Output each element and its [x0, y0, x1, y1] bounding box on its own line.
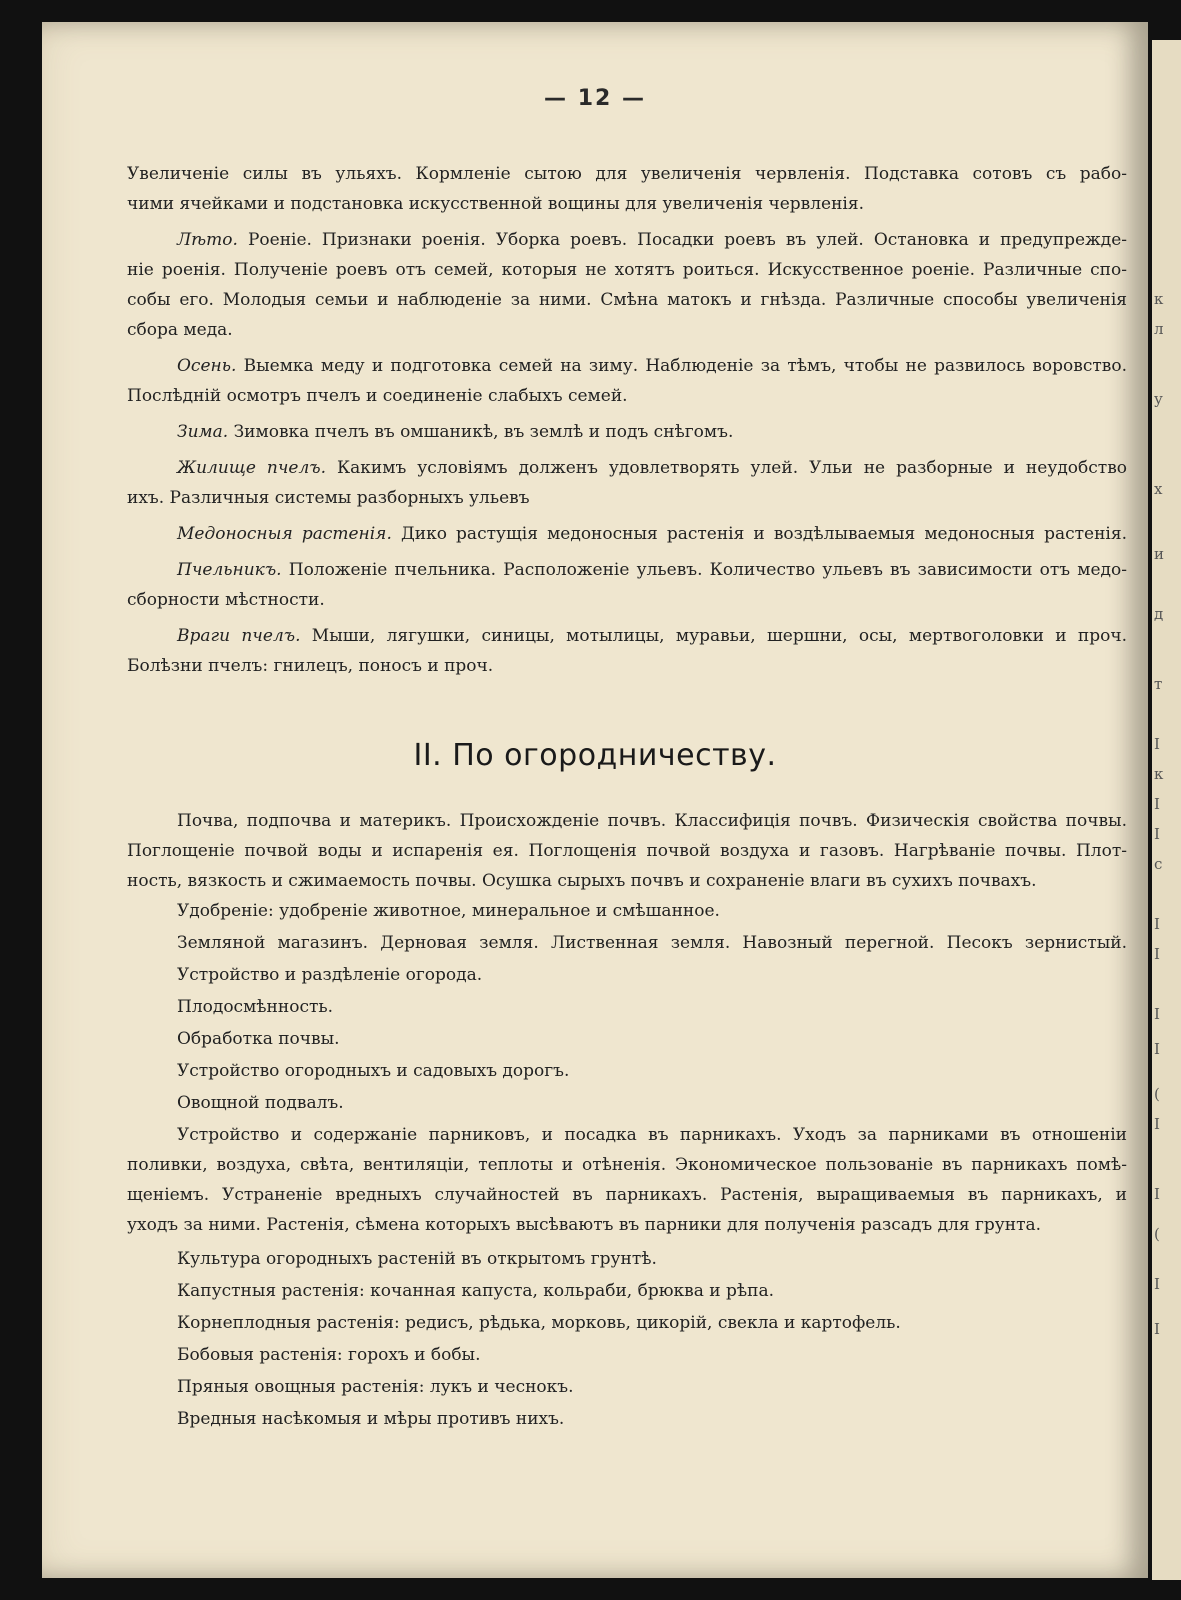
text-line: Жилище пчелъ. Какимъ условіямъ долженъ удовлетворять улей. Ульи не разборные и неудобство: [177, 458, 1127, 478]
edge-char: І: [1154, 1185, 1160, 1203]
text-line: щеніемъ. Устраненіе вредныхъ случайностей въ парникахъ. Растенія, выращиваемыя въ парникахъ, и: [127, 1185, 1127, 1205]
edge-char: І: [1154, 1005, 1160, 1023]
topic-lead: Враги пчелъ.: [177, 626, 301, 646]
edge-char: I: [1154, 825, 1160, 843]
text-line: ніе роенія. Полученіе роевъ отъ семей, которыя не хотятъ роиться. Искусственное роеніе. Различные спо-: [127, 260, 1127, 280]
text-line: Устройство и содержаніе парниковъ, и посадка въ парникахъ. Уходъ за парниками въ отношеніи: [177, 1125, 1127, 1145]
edge-char: х: [1154, 480, 1163, 498]
edge-char: у: [1154, 390, 1163, 408]
edge-char: т: [1154, 675, 1163, 693]
section-heading: II. По огородничеству.: [413, 738, 777, 773]
topic-lead: Лѣто.: [177, 230, 238, 250]
text-line: Увеличеніе силы въ ульяхъ. Кормленіе сытою для увеличенія червленія. Подставка сотовъ съ рабо-: [127, 164, 1127, 184]
text-line: Медоносныя растенія. Дико растущія медоносныя растенія и воздѣлываемыя медоносныя растенія.: [177, 524, 1127, 544]
text-line: Капустныя растенія: кочанная капуста, кольраби, брюква и рѣпа.: [177, 1281, 774, 1301]
edge-char: I: [1154, 795, 1160, 813]
text-line: Почва, подпочва и материкъ. Происхожденіе почвъ. Классифиція почвъ. Физическія свойства почвы.: [177, 811, 1127, 831]
edge-char: л: [1154, 320, 1164, 338]
text-line: поливки, воздуха, свѣта, вентиляціи, теплоты и отѣненія. Экономическое пользованіе въ парникахъ помѣ-: [127, 1155, 1127, 1175]
edge-char: І: [1154, 1040, 1160, 1058]
edge-char: с: [1154, 855, 1163, 873]
topic-lead: Осень.: [177, 356, 237, 376]
text-line: сборности мѣстности.: [127, 590, 325, 610]
adjacent-page-edge: [1152, 40, 1181, 1580]
topic-lead: Зима.: [177, 422, 229, 442]
text-line: ихъ. Различныя системы разборныхъ ульевъ: [127, 488, 530, 508]
text-line: Устройство огородныхъ и садовыхъ дорогъ.: [177, 1061, 570, 1081]
text-line: Послѣдній осмотръ пчелъ и соединеніе слабыхъ семей.: [127, 386, 628, 406]
edge-char: І: [1154, 915, 1160, 933]
text-line: Зима. Зимовка пчелъ въ омшаникѣ, въ землѣ и подъ снѣгомъ.: [177, 422, 734, 442]
text-line: Удобреніе: удобреніе животное, минеральное и смѣшанное.: [177, 901, 720, 921]
edge-char: І: [1154, 1115, 1160, 1133]
text-line: Бобовыя растенія: горохъ и бобы.: [177, 1345, 481, 1365]
edge-char: I: [1154, 735, 1160, 753]
book-page: [42, 22, 1148, 1578]
edge-char: І: [1154, 1275, 1160, 1293]
text-line: уходъ за ними. Растенія, сѣмена которыхъ высѣваютъ въ парники для полученія разсадъ для грунта.: [127, 1215, 1042, 1235]
text-line: Устройство и раздѣленіе огорода.: [177, 965, 483, 985]
text-line: Поглощеніе почвой воды и испаренія ея. Поглощенія почвой воздуха и газовъ. Нагрѣваніе почвы. Плот-: [127, 841, 1127, 861]
text-line: Культура огородныхъ растеній въ открытомъ грунтѣ.: [177, 1249, 657, 1269]
text-line: Земляной магазинъ. Дерновая земля. Лиственная земля. Навозный перегной. Песокъ зернистый.: [177, 933, 1127, 953]
text-line: Обработка почвы.: [177, 1029, 340, 1049]
text-line: Враги пчелъ. Мыши, лягушки, синицы, мотылицы, муравьи, шершни, осы, мертвоголовки и проч.: [177, 626, 1127, 646]
text-line: Плодосмѣнность.: [177, 997, 334, 1017]
edge-char: І: [1154, 945, 1160, 963]
text-line: Вредныя насѣкомыя и мѣры противъ нихъ.: [177, 1409, 565, 1429]
text-line: Пчельникъ. Положеніе пчельника. Расположеніе ульевъ. Количество ульевъ въ зависимости отъ медо-: [177, 560, 1127, 580]
edge-char: к: [1154, 290, 1164, 308]
text-line: сбора меда.: [127, 320, 233, 340]
page-number: — 12 —: [544, 86, 646, 111]
text-line: Пряныя овощныя растенія: лукъ и чеснокъ.: [177, 1377, 574, 1397]
topic-lead: Медоносныя растенія.: [177, 524, 392, 544]
text-line: Корнеплодныя растенія: редисъ, рѣдька, морковь, цикорій, свекла и картофель.: [177, 1313, 901, 1333]
edge-char: к: [1154, 765, 1164, 783]
topic-lead: Жилище пчелъ.: [177, 458, 327, 478]
edge-char: и: [1154, 545, 1164, 563]
edge-char: (: [1154, 1225, 1160, 1243]
text-line: Овощной подвалъ.: [177, 1093, 344, 1113]
text-line: собы его. Молодыя семьи и наблюденіе за ними. Смѣна матокъ и гнѣзда. Различные способы увеличенія: [127, 290, 1127, 310]
edge-char: І: [1154, 1320, 1160, 1338]
edge-char: д: [1154, 605, 1164, 623]
text-line: Осень. Выемка меду и подготовка семей на зиму. Наблюденіе за тѣмъ, чтобы не развилось воровство.: [177, 356, 1127, 376]
text-line: Болѣзни пчелъ: гнилецъ, поносъ и проч.: [127, 656, 494, 676]
topic-lead: Пчельникъ.: [177, 560, 282, 580]
text-line: ность, вязкость и сжимаемость почвы. Осушка сырыхъ почвъ и сохраненіе влаги въ сухихъ почвахъ.: [127, 871, 1037, 891]
edge-char: (: [1154, 1085, 1160, 1103]
text-line: чими ячейками и подстановка искусственной вощины для увеличенія червленія.: [127, 194, 864, 214]
text-line: Лѣто. Роеніе. Признаки роенія. Уборка роевъ. Посадки роевъ въ улей. Остановка и предупрежде-: [177, 230, 1127, 250]
